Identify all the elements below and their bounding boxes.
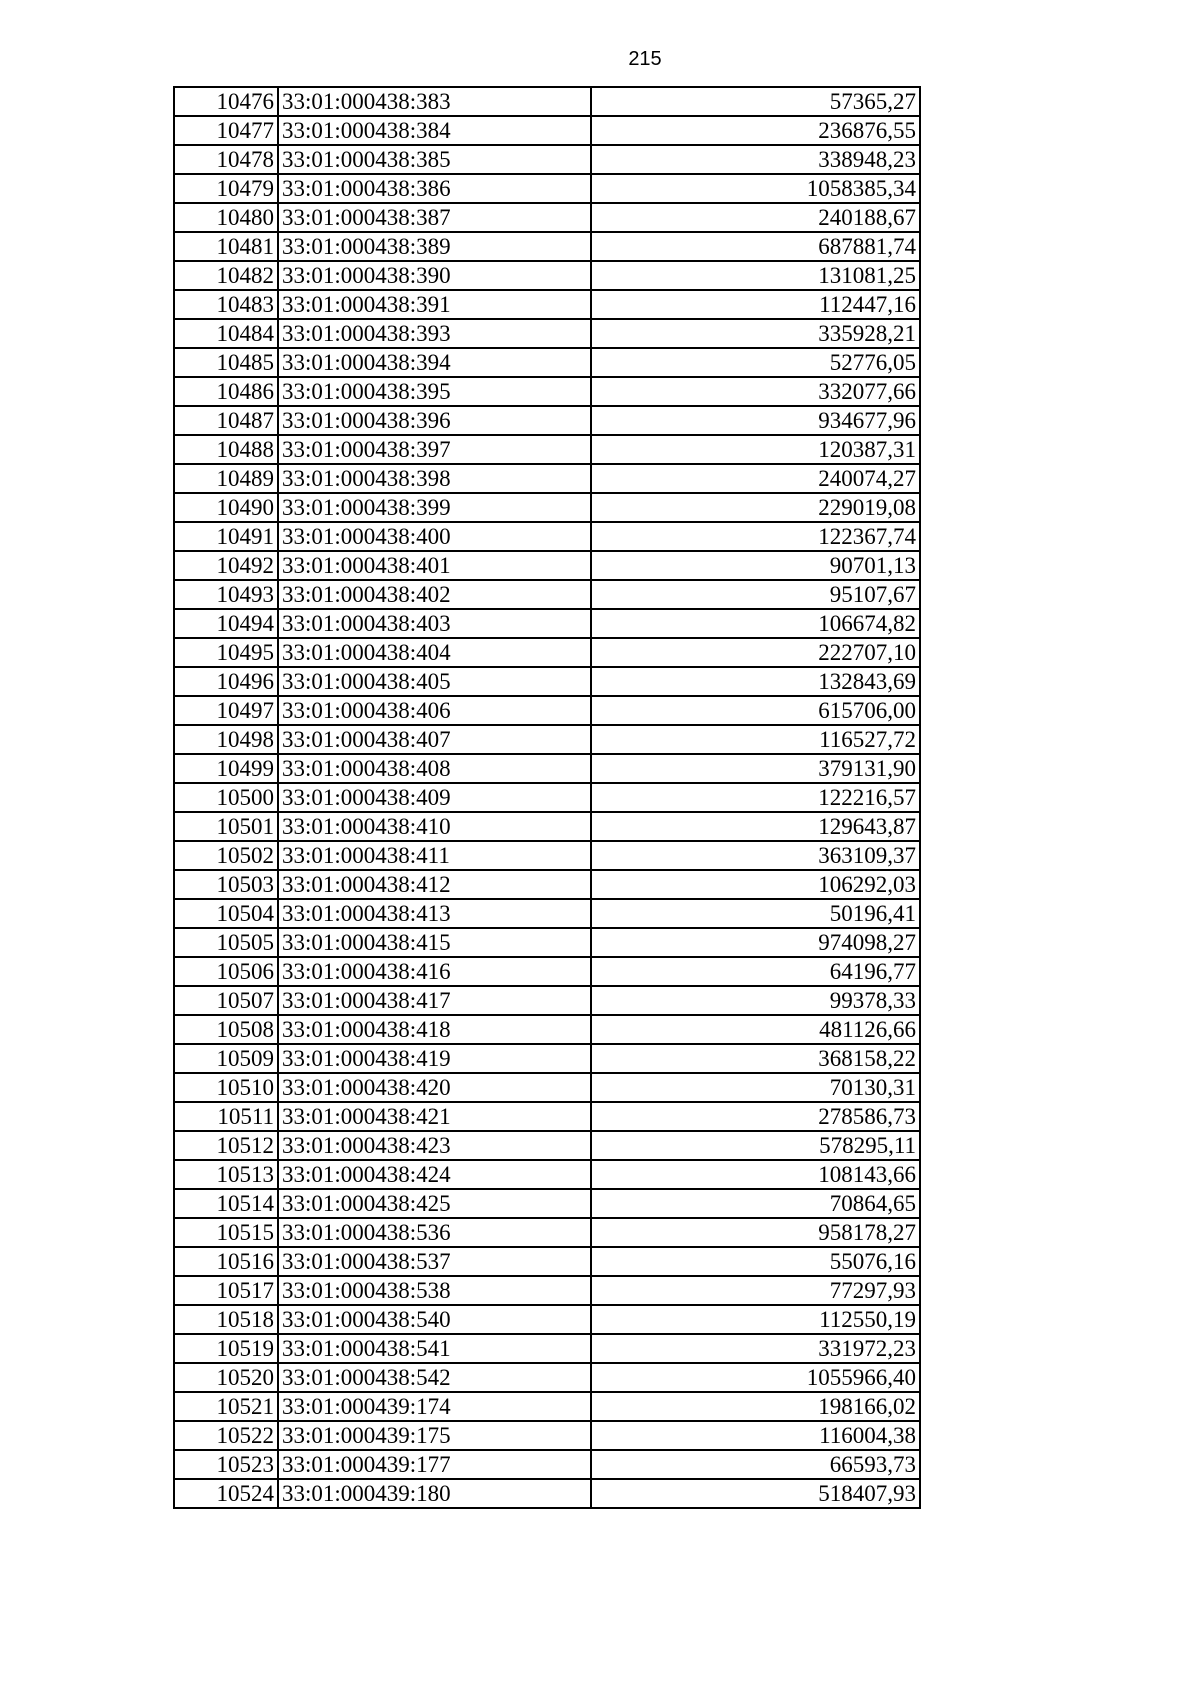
cadastral-number-cell: 33:01:000438:410 xyxy=(278,812,591,841)
table-row xyxy=(174,1131,920,1160)
value-cell: 52776,05 xyxy=(591,348,920,377)
cadastral-number-cell: 33:01:000438:416 xyxy=(278,957,591,986)
value-cell: 122216,57 xyxy=(591,783,920,812)
row-number-cell: 10492 xyxy=(174,551,278,580)
cadastral-number-cell: 33:01:000438:405 xyxy=(278,667,591,696)
table-row xyxy=(174,319,920,348)
value-cell: 112447,16 xyxy=(591,290,920,319)
row-number-cell: 10508 xyxy=(174,1015,278,1044)
table-row xyxy=(174,1421,920,1450)
table-row xyxy=(174,232,920,261)
value-cell: 240074,27 xyxy=(591,464,920,493)
row-number-cell: 10513 xyxy=(174,1160,278,1189)
value-cell: 70130,31 xyxy=(591,1073,920,1102)
cadastral-number-cell: 33:01:000438:393 xyxy=(278,319,591,348)
row-number-cell: 10500 xyxy=(174,783,278,812)
table-row xyxy=(174,667,920,696)
row-number-cell: 10505 xyxy=(174,928,278,957)
value-cell: 70864,65 xyxy=(591,1189,920,1218)
cadastral-number-cell: 33:01:000439:180 xyxy=(278,1479,591,1508)
table-row xyxy=(174,464,920,493)
row-number-cell: 10481 xyxy=(174,232,278,261)
row-number-cell: 10482 xyxy=(174,261,278,290)
value-cell: 120387,31 xyxy=(591,435,920,464)
cadastral-number-cell: 33:01:000438:384 xyxy=(278,116,591,145)
value-cell: 132843,69 xyxy=(591,667,920,696)
value-cell: 615706,00 xyxy=(591,696,920,725)
table-row xyxy=(174,1305,920,1334)
row-number-cell: 10478 xyxy=(174,145,278,174)
cadastral-number-cell: 33:01:000439:175 xyxy=(278,1421,591,1450)
value-cell: 122367,74 xyxy=(591,522,920,551)
cadastral-number-cell: 33:01:000438:398 xyxy=(278,464,591,493)
value-cell: 222707,10 xyxy=(591,638,920,667)
table-row xyxy=(174,1102,920,1131)
table-row xyxy=(174,116,920,145)
page-number: 215 xyxy=(628,48,662,70)
table-row xyxy=(174,203,920,232)
cadastral-number-cell: 33:01:000438:389 xyxy=(278,232,591,261)
cadastral-number-cell: 33:01:000438:400 xyxy=(278,522,591,551)
value-cell: 129643,87 xyxy=(591,812,920,841)
table-row xyxy=(174,725,920,754)
cadastral-number-cell: 33:01:000438:399 xyxy=(278,493,591,522)
value-cell: 66593,73 xyxy=(591,1450,920,1479)
table-row xyxy=(174,406,920,435)
cadastral-number-cell: 33:01:000438:397 xyxy=(278,435,591,464)
value-cell: 934677,96 xyxy=(591,406,920,435)
value-cell: 198166,02 xyxy=(591,1392,920,1421)
value-cell: 95107,67 xyxy=(591,580,920,609)
row-number-cell: 10489 xyxy=(174,464,278,493)
row-number-cell: 10486 xyxy=(174,377,278,406)
row-number-cell: 10518 xyxy=(174,1305,278,1334)
table-row xyxy=(174,435,920,464)
table-row xyxy=(174,1479,920,1508)
cadastral-number-cell: 33:01:000438:395 xyxy=(278,377,591,406)
cadastral-number-cell: 33:01:000438:424 xyxy=(278,1160,591,1189)
value-cell: 99378,33 xyxy=(591,986,920,1015)
row-number-cell: 10496 xyxy=(174,667,278,696)
row-number-cell: 10495 xyxy=(174,638,278,667)
row-number-cell: 10497 xyxy=(174,696,278,725)
row-number-cell: 10504 xyxy=(174,899,278,928)
row-number-cell: 10501 xyxy=(174,812,278,841)
row-number-cell: 10498 xyxy=(174,725,278,754)
table-row xyxy=(174,1450,920,1479)
table-row xyxy=(174,754,920,783)
cadastral-number-cell: 33:01:000438:421 xyxy=(278,1102,591,1131)
value-cell: 57365,27 xyxy=(591,87,920,116)
table-row xyxy=(174,812,920,841)
table-row xyxy=(174,638,920,667)
row-number-cell: 10516 xyxy=(174,1247,278,1276)
value-cell: 90701,13 xyxy=(591,551,920,580)
table-row xyxy=(174,899,920,928)
table-row xyxy=(174,957,920,986)
cadastral-number-cell: 33:01:000438:396 xyxy=(278,406,591,435)
value-cell: 106674,82 xyxy=(591,609,920,638)
table-row xyxy=(174,551,920,580)
row-number-cell: 10480 xyxy=(174,203,278,232)
value-cell: 578295,11 xyxy=(591,1131,920,1160)
cadastral-number-cell: 33:01:000438:417 xyxy=(278,986,591,1015)
row-number-cell: 10479 xyxy=(174,174,278,203)
value-cell: 335928,21 xyxy=(591,319,920,348)
table-row xyxy=(174,1160,920,1189)
cadastral-number-cell: 33:01:000438:391 xyxy=(278,290,591,319)
row-number-cell: 10491 xyxy=(174,522,278,551)
cadastral-number-cell: 33:01:000438:537 xyxy=(278,1247,591,1276)
value-cell: 131081,25 xyxy=(591,261,920,290)
row-number-cell: 10507 xyxy=(174,986,278,1015)
value-cell: 64196,77 xyxy=(591,957,920,986)
row-number-cell: 10503 xyxy=(174,870,278,899)
cadastral-number-cell: 33:01:000438:383 xyxy=(278,87,591,116)
row-number-cell: 10493 xyxy=(174,580,278,609)
cadastral-number-cell: 33:01:000438:394 xyxy=(278,348,591,377)
row-number-cell: 10520 xyxy=(174,1363,278,1392)
cadastral-number-cell: 33:01:000438:413 xyxy=(278,899,591,928)
row-number-cell: 10477 xyxy=(174,116,278,145)
cadastral-number-cell: 33:01:000438:409 xyxy=(278,783,591,812)
value-cell: 363109,37 xyxy=(591,841,920,870)
row-number-cell: 10512 xyxy=(174,1131,278,1160)
value-cell: 1058385,34 xyxy=(591,174,920,203)
table-row xyxy=(174,783,920,812)
row-number-cell: 10506 xyxy=(174,957,278,986)
value-cell: 50196,41 xyxy=(591,899,920,928)
value-cell: 974098,27 xyxy=(591,928,920,957)
value-cell: 368158,22 xyxy=(591,1044,920,1073)
cadastral-number-cell: 33:01:000438:415 xyxy=(278,928,591,957)
row-number-cell: 10484 xyxy=(174,319,278,348)
cadastral-number-cell: 33:01:000438:536 xyxy=(278,1218,591,1247)
row-number-cell: 10476 xyxy=(174,87,278,116)
value-cell: 106292,03 xyxy=(591,870,920,899)
value-cell: 687881,74 xyxy=(591,232,920,261)
row-number-cell: 10494 xyxy=(174,609,278,638)
value-cell: 229019,08 xyxy=(591,493,920,522)
row-number-cell: 10511 xyxy=(174,1102,278,1131)
table-body xyxy=(174,87,920,1508)
table-row xyxy=(174,174,920,203)
cadastral-number-cell: 33:01:000438:411 xyxy=(278,841,591,870)
cadastral-number-cell: 33:01:000438:387 xyxy=(278,203,591,232)
row-number-cell: 10521 xyxy=(174,1392,278,1421)
row-number-cell: 10519 xyxy=(174,1334,278,1363)
table-row xyxy=(174,870,920,899)
table-row xyxy=(174,696,920,725)
table-row xyxy=(174,1044,920,1073)
value-cell: 379131,90 xyxy=(591,754,920,783)
value-cell: 77297,93 xyxy=(591,1276,920,1305)
cadastral-number-cell: 33:01:000438:401 xyxy=(278,551,591,580)
cadastral-number-cell: 33:01:000438:425 xyxy=(278,1189,591,1218)
row-number-cell: 10488 xyxy=(174,435,278,464)
row-number-cell: 10517 xyxy=(174,1276,278,1305)
table-row xyxy=(174,1392,920,1421)
value-cell: 116527,72 xyxy=(591,725,920,754)
cadastral-number-cell: 33:01:000438:390 xyxy=(278,261,591,290)
cadastral-number-cell: 33:01:000438:403 xyxy=(278,609,591,638)
value-cell: 55076,16 xyxy=(591,1247,920,1276)
value-cell: 518407,93 xyxy=(591,1479,920,1508)
row-number-cell: 10499 xyxy=(174,754,278,783)
value-cell: 112550,19 xyxy=(591,1305,920,1334)
table-row xyxy=(174,1334,920,1363)
value-cell: 958178,27 xyxy=(591,1218,920,1247)
row-number-cell: 10510 xyxy=(174,1073,278,1102)
cadastral-number-cell: 33:01:000438:418 xyxy=(278,1015,591,1044)
table-row xyxy=(174,1363,920,1392)
value-cell: 338948,23 xyxy=(591,145,920,174)
row-number-cell: 10485 xyxy=(174,348,278,377)
table-row xyxy=(174,580,920,609)
table-row xyxy=(174,986,920,1015)
value-cell: 1055966,40 xyxy=(591,1363,920,1392)
cadastral-number-cell: 33:01:000438:412 xyxy=(278,870,591,899)
row-number-cell: 10522 xyxy=(174,1421,278,1450)
table-row xyxy=(174,1276,920,1305)
row-number-cell: 10523 xyxy=(174,1450,278,1479)
row-number-cell: 10490 xyxy=(174,493,278,522)
value-cell: 108143,66 xyxy=(591,1160,920,1189)
value-cell: 481126,66 xyxy=(591,1015,920,1044)
data-table xyxy=(173,86,921,1509)
cadastral-number-cell: 33:01:000438:420 xyxy=(278,1073,591,1102)
cadastral-number-cell: 33:01:000438:540 xyxy=(278,1305,591,1334)
value-cell: 331972,23 xyxy=(591,1334,920,1363)
cadastral-number-cell: 33:01:000438:423 xyxy=(278,1131,591,1160)
row-number-cell: 10515 xyxy=(174,1218,278,1247)
cadastral-number-cell: 33:01:000438:408 xyxy=(278,754,591,783)
table-row xyxy=(174,1073,920,1102)
row-number-cell: 10509 xyxy=(174,1044,278,1073)
value-cell: 240188,67 xyxy=(591,203,920,232)
cadastral-number-cell: 33:01:000438:402 xyxy=(278,580,591,609)
table-row xyxy=(174,290,920,319)
table-row xyxy=(174,928,920,957)
cadastral-number-cell: 33:01:000438:406 xyxy=(278,696,591,725)
table-row xyxy=(174,348,920,377)
value-cell: 332077,66 xyxy=(591,377,920,406)
row-number-cell: 10487 xyxy=(174,406,278,435)
cadastral-number-cell: 33:01:000438:419 xyxy=(278,1044,591,1073)
cadastral-number-cell: 33:01:000438:542 xyxy=(278,1363,591,1392)
row-number-cell: 10502 xyxy=(174,841,278,870)
table-row xyxy=(174,841,920,870)
row-number-cell: 10524 xyxy=(174,1479,278,1508)
table-row xyxy=(174,145,920,174)
row-number-cell: 10483 xyxy=(174,290,278,319)
row-number-cell: 10514 xyxy=(174,1189,278,1218)
cadastral-number-cell: 33:01:000438:404 xyxy=(278,638,591,667)
table-row xyxy=(174,1189,920,1218)
value-cell: 278586,73 xyxy=(591,1102,920,1131)
cadastral-number-cell: 33:01:000438:386 xyxy=(278,174,591,203)
cadastral-number-cell: 33:01:000438:385 xyxy=(278,145,591,174)
table-row xyxy=(174,261,920,290)
table-row xyxy=(174,1015,920,1044)
table-row xyxy=(174,377,920,406)
value-cell: 116004,38 xyxy=(591,1421,920,1450)
table-row xyxy=(174,493,920,522)
cadastral-number-cell: 33:01:000438:538 xyxy=(278,1276,591,1305)
cadastral-number-cell: 33:01:000438:541 xyxy=(278,1334,591,1363)
table-row xyxy=(174,87,920,116)
cadastral-number-cell: 33:01:000439:177 xyxy=(278,1450,591,1479)
table-row xyxy=(174,1218,920,1247)
cadastral-number-cell: 33:01:000439:174 xyxy=(278,1392,591,1421)
table-row xyxy=(174,1247,920,1276)
table-row xyxy=(174,522,920,551)
table-row xyxy=(174,609,920,638)
value-cell: 236876,55 xyxy=(591,116,920,145)
cadastral-number-cell: 33:01:000438:407 xyxy=(278,725,591,754)
